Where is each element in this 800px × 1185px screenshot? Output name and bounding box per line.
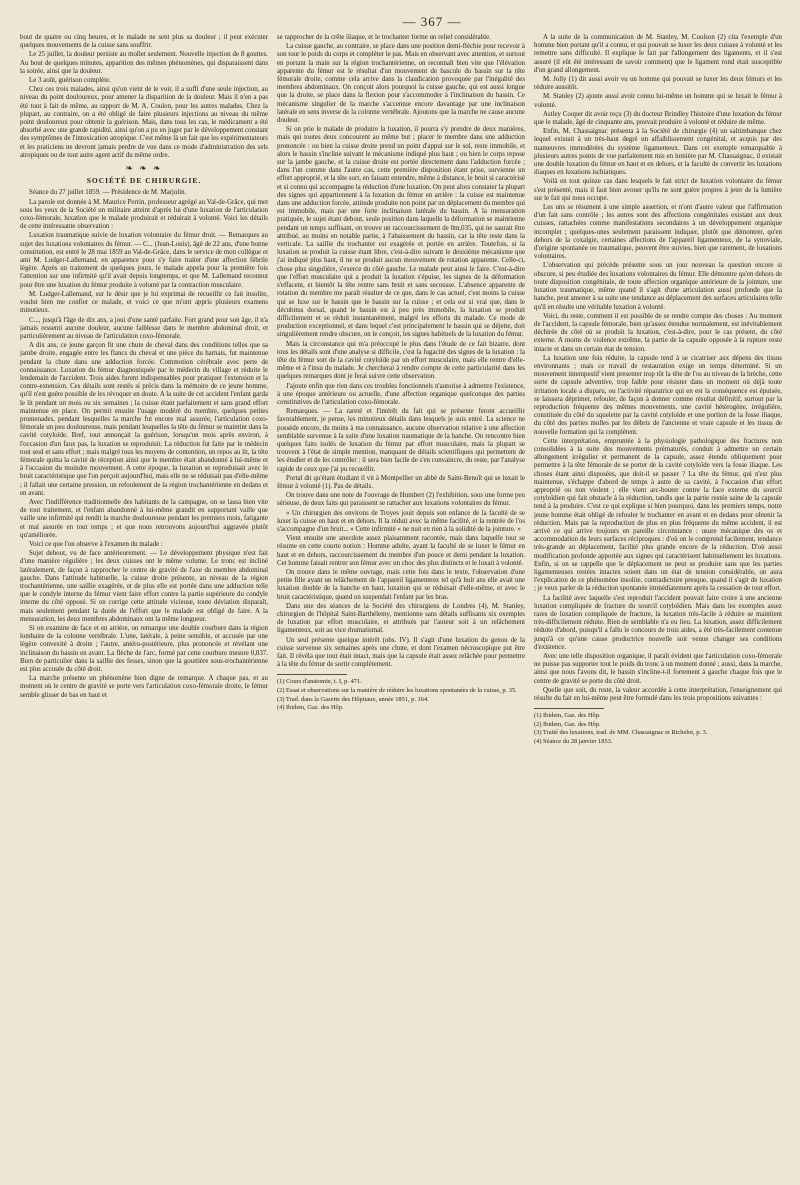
- footnote-divider: [534, 708, 604, 709]
- paragraph: Dans une des séances de la Société des chirurgiens de Londres (4), M. Stanley, chirurgien de l'hôpital Saint-Barthélemy, mentionne sans détails suffisants six exemples de luxation par effort musculaire, et attribués par l'auteur soit à un relâchement ligamenteux, soit au vice rhumatismal.: [277, 602, 525, 635]
- paragraph: C..., jusqu'à l'âge de dix ans, a joui d'une santé parfaite. Fort grand pour son âge, il n'a jamais ressenti aucune douleur, aucune faiblesse dans le membre abdominal droit, et particulièrement au niveau de l'articulation coxo-fémorale.: [20, 316, 268, 340]
- paragraph: La parole est donnée à M. Maurice Perrin, professeur agrégé au Val-de-Grâce, qui met sous les yeux de la Société un militaire atteint d'après lui d'une luxation de l'articulation coxo-fémorale, luxation que le malade produirait et réduirait à volonté. Voici les détails de cette intéressante observation :: [20, 198, 268, 231]
- paragraph: bout de quatre ou cinq heures, et le malade ne sent plus sa douleur ; il peut exécuter quelques mouvements de la cuisse sans souffrir.: [20, 34, 268, 50]
- paragraph: Mais la circonstance qui m'a préoccupé le plus dans l'étude de ce fait bizarre, dont tous les détails sont d'une analyse si difficile, c'est la fugacité des signes de la luxation : la tête du fémur sort de la cavité cotyloïde par un effort musculaire, mais elle rentre d'elle-même et à l'insu du malade. Je chercherai à rendre compte de cette particularité dans les quelques remarques dont je ferai suivre cette observation.: [277, 340, 525, 381]
- paragraph: La luxation une fois réduite, la capsule tend à se cicatriser aux dépens des tissus environnants ; mais ce travail de restauration exige un temps déterminé. Si un mouvement intempestif vient presenter trop tôt la tête de l'os au niveau de la brèche, cette sorte de capsule adventive, trop faible pour résister dans un moment où déjà toute irritation locale a disparu, ou l'activité réparatrice qui en est la conséquence est épuisée, se laissera déprimer, refouler, de façon à donner comme résultat définitif, surtout par la reproduction fréquente des mêmes mouvements, une cavité hétérogène, irrégulière, constituée du côté du squelette par la cavité cotyloïde et une portion de la fosse iliaque, du côté des parties molles par les débris de l'ancienne et vraie capsule et les tissus de nouvelle formation qui la complètent.: [534, 354, 782, 436]
- paragraph: Voilà en tout quinze cas dans lesquels le fait strict de luxation volontaire du fémur s'est présenté, mais il faut bien avouer qu'ils ne sont guère propres à jeter de la lumière sur le fait qui nous occupe.: [534, 178, 782, 202]
- columns: [20, 34, 784, 1182]
- paragraph: Voici, du reste, comment il est possible de se rendre compte des choses : Au moment de l'accident, la capsule fémorale, bien qu'assez étendue normalement, est inévitablement déchirée du côté où se produit la luxation, c'est-à-dire, pour le cas présent, du côté externe. A moins de violence extrême, la partie de la capsule opposée à la rupture reste intacte et dans un certain état de tension.: [534, 312, 782, 353]
- paragraph: L'observation qui précède présente sous un jour nouveau la question encore si obscure, si peu étudiée des luxations volontaires du fémur. Elle démontre qu'en dehors de toute disposition congénitale, de toute affection organique antérieure de la jointure, une luxation traumatique, même quand il s'agit d'une articulation aussi profonde que la hanche, peut amener à sa suite une tendance au déplacement des surfaces articulaires telle qu'il en résulte une véritable luxation à volonté.: [534, 262, 782, 311]
- footnote: (3) Trad. dans la Gazette des Hôpitaux, année 1851, p. 164.: [277, 695, 429, 703]
- paragraph: J'ajoute enfin que rien dans ces troubles fonctionnels n'autorise à admettre l'existence, à une époque antérieure ou actuelle, d'une affection organique quelconque des parties constitutives de l'articulation coxo-fémorale.: [277, 382, 525, 406]
- paragraph: Enfin, M. Chassaignac présenta à la Société de chirurgie (4) un saltimbanque chez lequel existait à un très-haut degré un affaiblissement congénital, et acquis par des manœuvres immodérées du système ligamenteux. Dans cet exemple remarquable à plusieurs autres points de vue parfaitement mis en lumière par M. Chassaignac, il existait une double luxation du fémur en haut et en dehors, et la faculté de convertir les luxations iliaques en luxations ischiatiques.: [534, 128, 782, 177]
- paragraph: La facilité avec laquelle s'est reproduit l'accident pouvait faire croire à une ancienne luxation compliquée de fracture du sourcil cotyloïdien. Mais dans les exemples assez rares de luxation compliquée de fracture, la luxation très-facile à réduire se maintient très-difficilement réduite. Rien de semblable n'a eu lieu. La luxation, assez difficilement réduite d'abord, puisqu'il a fallu le concours de trois aides, a été très-facilement contenue jusqu'à ce qu'une cause productrice nouvelle soit venue changer ses conditions d'existence.: [534, 594, 782, 651]
- paragraph: M. Ludger-Lallemand, sur le désir que je lui exprimai de recueillir ce fait insolite, voulut bien me confier ce malade, et voici ce que m'ont appris plusieurs examens minutieux.: [20, 290, 268, 315]
- paragraph: M. Jolly (1) dit aussi avoir vu un homme qui pouvait se luxer les deux fémurs et les réduire aussitôt.: [534, 76, 782, 92]
- paragraph: Le 3 août, guérison complète.: [29, 77, 111, 85]
- paragraph: Cette interprétation, empruntée à la physiologie pathologique des fractures non consolidées à la suite des mouvements prématurés, conduit à admettre un certain allongement irrégulier et permanent de la capsule, assez étendu obliquement pour permettre à la tête fémorale de se porter de la cavité cotyloïde vers la fosse iliaque. Les choses étant ainsi disposées, que doit-il se passer ? La tête du fémur, qui n'est plus maintenue, s'échappe d'abord de temps à autre de sa cavité, à l'occasion d'un effort approprié ou non violent ; elle vient arc-bouter contre la face externe du sourcil cotyloïdien qui fait obstacle à la réduction, tandis que la partie restée saine de la capsule tend à la produire. C'est ce qui explique si bien pourquoi, dans les premiers temps, notre jeune homme était obligé de refouler le trochanter en avant et en dedans pour obtenir la réduction. Mais par la reproduction de plus en plus fréquente du même accident, il est arrivé ce qui arrive toujours en pareille circonstance : usure mécanique des os et accommodation de leurs surfaces réciproques : d'où on le comprend facilement, tendance très-grande au déplacement, facilité plus grande encore de la réduction. D'où aussi modification profonde apportée aux signes qui caractérisent habituellement les luxations. Enfin, si on se rappelle que le déplacement ne peut se produire sans que les parties ligamenteuses restées intactes soient dans un état de tension considérable, on aura l'explication de ce phénomène insolite, contradictoire presque, quand il s'agit de luxation ; je veux parler de la réduction spontanée immédiatement après la cessation de tout effort.: [534, 437, 782, 593]
- footnote: (3) Traité des luxations, trad. de MM. Chassaignac et Richelot, p. 3.: [534, 729, 708, 737]
- paragraph: La cuisse gauche, au contraire, se place dans une position demi-fléchie pour recevoir à son tour le poids du corps et compléter le pas. Mais en observant avec attention, et surtout en portant la main sur la région trochantérienne, on reconnaît bien vite que l'élévation apparente du fémur est le résultat d'un mouvement de bascule du bassin sur la tête fémorale droite, comme cela arrive dans la claudication provoquée par l'inégalité des membres abdominaux. On conçoit alors pourquoi la cuisse gauche, qui est aussi longue que la droite, se place dans la flexion pour s'accommoder à l'inclinaison du bassin. Ce mécanisme singulier de la marche s'accentue encore davantage par une inclinaison latérale en sens inverse de la colonne vertébrale. Ajoutons que la marche ne cause aucune douleur.: [277, 43, 525, 125]
- paragraph: Un seul présente quelque intérêt (obs. IV). Il s'agit d'une luxation du genou de la cuisse survenue six semaines après une chute, et dont l'examen nécroscopique put être fait. Il révéla que tout était intact, mais que la capsule était assez relâchée pour permettre à la tête du fémur de sortir complètement.: [277, 636, 525, 669]
- footnote: (1) Ibidem, Gaz. des Hôp.: [534, 712, 601, 720]
- footnote: (1) Cours d'anatomie, t. I, p. 471.: [277, 678, 362, 686]
- footnote: (2) Essai et observations sur la manière de réduire les luxations spontanées de la cuisse, p. 35.: [277, 687, 517, 695]
- column-left: [20, 34, 268, 1182]
- paragraph: On trouve dans une note de l'ouvrage de Humbert (2) l'exhibition, sous une forme peu sérieuse, de deux faits qui paraissent se rattacher aux luxations volontaires du fémur.: [277, 492, 525, 508]
- page-number: — 367 —: [402, 14, 462, 29]
- paragraph: Portal dit qu'étant étudiant il vit à Montpellier un abbé de Saint-Benoît qui se luxait le fémur à volonté (1). Pas de détails.: [277, 474, 525, 490]
- seance-line: Séance du 27 juillet 1859. — Présidence de M. Marjolin.: [29, 189, 187, 197]
- paragraph: A dix ans, ce jeune garçon fit une chute de cheval dans des conditions telles que sa jambe droite, engagée entre les flancs du cheval et une pièce du harnais, fut maintenue pendant la chute dans une adduction forcée. Commotion cérébrale avec perte de connaissance. Luxation du fémur diagnostiquée par le médecin du village et réduite le lendemain de l'accident. Trois aides furent indispensables pour pratiquer l'extension et la contre-extension. Ces détails sont restés si précis dans la mémoire de ce jeune homme, qu'il n'est guère possible de les révoquer en doute. A la suite de cet accident l'enfant garda le lit pendant un mois ou six semaines ; la cuisse étant parfaitement et sans grand effort maintenue en place. On permit ensuite l'usage modéré du membre, quelques petites promenades, pendant lesquelles la marche fut encore mal assurée, l'articulation coxo-fémorale un peu douloureuse, mais pendant lesquelles la tête du fémur se maintint dans la cavité cotyloïde. Bref, tout annonçait la guérison, lorsqu'un mois après environ, à l'occasion d'un faux pas, la luxation se reproduisit. La réduction fut faite par le médecin tout seul et sans effort ; mais malgré tous les moyens de contention, un repos au lit, la tête fémorale quitta la cavité de réception ainsi que le membre était abandonné à lui-même et à l'occasion du moindre mouvement. A cette époque, la luxation se reproduisait avec le bruit caractéristique que l'on perçoit aujourd'hui, mais elle ne se réduisait pas d'elle-même ; il fallait une certaine pression, un refoulement de la région trochantérienne en dedans et en avant.: [20, 342, 268, 497]
- footnote: (2) Ibidem, Gaz. des Hôp.: [534, 720, 601, 728]
- section-heading: SOCIÉTÉ DE CHIRURGIE.: [86, 176, 202, 186]
- footnote-divider: [277, 674, 347, 675]
- column-right: [534, 34, 782, 1182]
- paragraph: Luxation traumatique suivie de luxation volontaire du fémur droit. — Remarques au sujet des luxations volontaires du fémur. — C... (Jean-Louis), âgé de 22 ans, d'une bonne constitution, est entré le 28 mai 1859 au Val-de-Grâce, dans le service de mon collègue et ami M. Ludger-Lallemand, en apparence pour s'y faire traiter d'une affection fébrile légère. Après un traitement de quelques jours, le malade appela pour la première fois l'attention sur une infirmité qu'il avait depuis longtemps, et que M. Lallemand reconnut pour être une luxation du fémur produite à volonté par la contraction musculaire.: [20, 232, 268, 289]
- paragraph: Avec une telle disposition organique, il paraît évident que l'articulation coxo-fémorale ne puisse pas supporter tout le poids du tronc à un moment donné ; aussi, dans la marche, ainsi que nous l'avons dit, le bassin s'incline-t-il fortement à gauche chaque fois que le centre de gravité se porte du côté droit.: [534, 653, 782, 685]
- paragraph: Remarques. — La rareté et l'intérêt du fait qui se présente feront accueillir favorablement, je pense, les minutieux détails dans lesquels je suis entré. La science ne possède encore, du moins à ma connaissance, aucune observation relative à une affection semblable survenue à la suite d'une luxation traumatique de la hanche. On rencontre bien quelques faits isolés de luxation du fémur par effort musculaire, mais la plupart se trouvent à l'état de simple mention, manquant de détails scientifiques qui permettent de les étudier et de les contrôler : il sera bien facile de s'en convaincre, du reste, par l'analyse rapide de ceux que j'ai pu recueillir.: [277, 408, 525, 473]
- paragraph: Le 25 juillet, la douleur persiste au mollet seulement. Nouvelle injection de 8 gouttes. Au bout de quelques minutes, apparition des mêmes phénomènes, qui disparaissent dans la soirée, ainsi que la douleur.: [20, 51, 268, 75]
- paragraph: se rapprocher de la crête iliaque, et le trochanter forme un relief considérable.: [277, 34, 491, 41]
- paragraph: A la suite de la communication de M. Stanley, M. Coulson (2) cita l'exemple d'un homme bien portant qu'il a connu, et qui pouvait se luxer les deux cuisses à volonté et les remettre sans difficulté. Il explique le fait par l'allongement des ligaments, et il s'est assuré (il eût été intéressant de savoir comment) que le ligament rond était susceptible d'un grand allongement.: [534, 34, 782, 74]
- paragraph: Les uns se résument à une simple assertion, et n'ont d'autre valeur que l'affirmation d'un fait sans contrôle ; les autres sont des affections congénitales existant aux deux cuisses, rattachées comme manifestations secondaires à un développement organique incomplet ; quelques-unes seulement paraissent indiquer, plutôt que démontrer, qu'en dehors de la coxalgie, certaines affections de l'appareil ligamenteux, de la synoviale, d'origine spontanée ou traumatique, peuvent être suivies, bien que rarement, de luxations volontaires.: [534, 204, 782, 261]
- paragraph: Vient ensuite une anecdote assez plaisamment racontée, mais dans laquelle tout se résume en cette courte notion : Homme adulte, ayant la faculté de se luxer le fémur en haut et en dehors, raccourcissement du membre d'un pouce et demi pendant la luxation. Cet homme faisait rentrer son fémur avec un choc des plus distincts et le luxait à volonté.: [277, 535, 525, 567]
- paragraph: M. Stanley (2) ajoute aussi avoir connu lui-même un homme qui se luxait le fémur à volonté.: [534, 93, 782, 109]
- paragraph: Sujet debout, vu de face antérieurement. — Le développement physique n'est fait d'une manière régulière ; les deux cuisses ont le même volume. Le tronc est incliné latéralement, de façon à rapprocher le centre de gravité de l'axe du membre abdominal gauche. Dans l'attitude habituelle, la cuisse droite présente, au niveau de la région trochantérienne, une saillie exagérée, et de plus elle est portée dans une adduction telle que le condyle interne du fémur vient faire effort contre la partie supérieure du condyle interne du côté opposé. Si on corrige cette attitude vicieuse, toute déviation disparaît, mais seulement pendant la durée de l'effort que le malade est obligé de faire. A la mensuration, les deux membres abdominaux ont la même longueur.: [20, 550, 268, 623]
- paragraph: On trouve dans le même ouvrage, mais cette fois dans le texte, l'observation d'une petite fille ayant un relâchement de l'appareil ligamenteux tel qu'à huit ans elle avait une luxation double de la hanche en haut, luxation qui se réduisait d'elle-même, et avec le bruit caractéristique, quand on suspendait l'enfant par les bras.: [277, 569, 525, 601]
- paragraph: Chez ces trois malades, ainsi qu'on vient de le voir, il a suffi d'une seule injection, au niveau du point douloureux, pour amener la disparition de la douleur. Mais il n'en a pas été tout à fait de même, au rapport de M. A. Coulon, pour les autres malades. Chez la plupart, au contraire, on a été obligé de faire plusieurs injections au niveau du même point douloureux pour obtenir la guérison. Mais, dans tous les cas, le médicament a été absorbé avec une grande rapidité, ainsi qu'on a pu en juger par le développement constant des symptômes de l'intoxication atropique. C'est même là un fait que les expérimentateurs et les praticiens ne devront jamais perdre de vue dans ce mode d'administration des sels atropiques ou de tout autre agent actif du même ordre.: [20, 86, 268, 159]
- footnote: (4) Séance du 28 janvier 1853.: [534, 738, 613, 746]
- paragraph: Avec l'indifférence traditionnelle des habitants de la campagne, on se lassa bien vite de tout traitement, et l'enfant abandonné à lui-même grandit en supportant vaille que vaille une infirmité qui rendit la marche douloureuse pendant les premiers mois, fatigante et mal assurée en tout temps ; et que nous retrouvons aujourd'hui aggravée plutôt qu'améliorée.: [20, 498, 268, 539]
- paragraph: Si on examine de face et en arrière, on remarque une double courbure dans la région lombaire de la colonne vertébrale. L'une, latérale, à peine sensible, et accusée par une légère convexité à droite ; l'autre, antéro-postérieure, plus prononcée et révélant une inclinaison du bassin en avant. La flèche de l'arc, formé par cette courbure mesure 0,037. Bien de particulier dans la saillie des fesses, sinon que la gouttière sous-trochantérienne est plus accusée du côté droit.: [20, 625, 268, 674]
- paragraph: Si on prie le malade de produire la luxation, il pourra s'y prendre de deux manières, mais qui toutes deux concourent au même but ; placer le membre dans une adduction prononcée : ou bien la cuisse droite prend un point d'appui sur le sol, reste immobile, et alors le bassin s'incline suivant le mécanisme indiqué plus haut ; ou bien le corps repose sur la jambe gauche, et la cuisse droite est portée directement dans l'adduction forcée ; dans l'un comme dans l'autre cas, cette première disposition étant prise, survienne un effort approprié, et la tête sort, en faisant entendre, même à distance, le bruit si caractérisé et si connu qui accompagne la réduction d'une luxation. On peut alors constater la plupart des signes qui appartiennent à la luxation du fémur en arrière : la cuisse est maintenue dans une adduction forcée, attitude produite non point par un déplacement du membre qui est immobile, mais par une forte inclinaison latérale du bassin. A la mensuration pratiquée, le sujet étant debout, seule position dans laquelle la déformation se maintienne pendant un temps suffisant, on trouve un raccourcissement de 0m,035, qui ne saurait être attribué, au moins en notable partie, à l'abaissement du bassin, car la tête reste dans la verticale. La saillie du trochanter est exagérée et portée en arrière. Toutefois, si la luxation se produit la cuisse étant libre, c'est-à-dire suivant le deuxième mécanisme que j'ai indiqué plus haut, il ne se produit aucun mouvement de rotation apparente. Celle-ci, chose plus singulière, s'exerce du côté gauche. Le malade peut ainsi le faire. C'est-à-dire que l'effort musculaire qui a produit la luxation s'épuise, les signes de la déformation s'effacent, et bientôt la tête rentre sans bruit et sans secousse. L'absence apparente de rotation du membre me paraît résulter de ce que, dans le cas actuel, c'est moins la cuisse qui se luxe sur le bassin que le bassin sur la cuisse ; et cela est si vrai que, dans le décubitus dorsal, quand le bassin est à peu près immobile, la luxation se produit difficilement et se réduit instantanément, malgré les efforts du malade. Ce mode de production exceptionnel, et dans lequel c'est principalement le bassin qui se déjette, doit singulièrement rendre obscure, on le conçoit, les signes habituels de la luxation du fémur.: [277, 126, 525, 339]
- footnote: (4) Ibidem, Gaz. des Hôp.: [277, 704, 344, 712]
- paragraph: Voici ce que l'on observe à l'examen du malade :: [29, 540, 163, 548]
- ornament-divider: ❧ ❧ ❧: [125, 163, 163, 174]
- paragraph: Quelle que soit, du reste, la valeur accordée à cette interprétation, l'enseignement qui résulte du fait en lui-même peut être formulé dans les trois propositions suivantes :: [534, 686, 782, 703]
- paragraph: Astley Cooper dit avoir reçu (3) du docteur Brindley l'histoire d'une luxation du fémur que le malade, âgé de cinquante ans, pouvait produire à volonté et réduire de même.: [534, 110, 782, 127]
- paragraph: « Un chirurgien des environs de Troyes jouit depuis son enfance de la faculté de se luxer la cuisse en haut et en dehors. Il la réduit avec la même facilité, et la rentrée de l'os s'accompagne d'un bruit... » Cette infirmité « ne nuit en rien à la solidité de la jointure. »: [277, 509, 525, 533]
- column-middle: [277, 34, 525, 1182]
- paragraph: La marche présente un phénomène bien digne de remarque. A chaque pas, et au moment où le centre de gravité se porte vers l'articulation coxo-fémorale droite, le fémur semble glisser de bas en haut et: [20, 675, 268, 699]
